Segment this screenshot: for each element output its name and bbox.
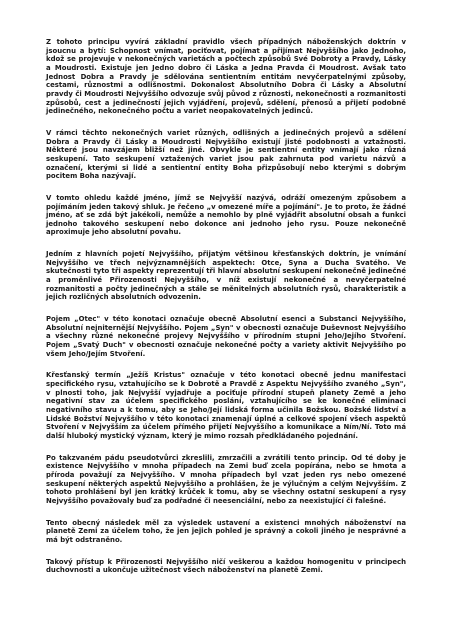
paragraph-9: Takový přístup k Přirozenosti Nejvyššího ničí veškerou a každou homogenitu v principech duchovnosti a ukončuje užitečnost všech náboženství na planetě Zemi. [46, 557, 406, 575]
paragraph-4: Jedním z hlavních pojetí Nejvyššího, přijatým většinou křesťanských doktrín, je vnímání Nejvyššího ve třech nejvýznamnějších aspektech: Otce, Syna a Ducha Svatého. Ve skutečnosti tyto tři aspekty reprezentují tři hlavní absolutní seskupení nekonečně jedinečné a proměnlivé Přirozenosti Nejvyššího, v níž existují nekonečné a nevyčerpatelné rozmanitosti a počty jedinečných a stále se měnitelných absolutních rysů, charakteristik a jejich rozličných absolutních odvozenin. [46, 250, 406, 302]
paragraph-5: Pojem „Otec" v této konotaci označuje obecně Absolutní esenci a Substanci Nejvyššího, Absolutní nejniternější Nejvyššího. Pojem „Syn" v obecnosti označuje Duševnost Nejvyššího a všechny různé nekonečné projevy Nejvyššího v přírodním stupni Jeho/Jejího Stvoření. Pojem „Svatý Duch" v obecnosti označuje nekonečné počty a variety aktivit Nejvyššího po všem Jeho/Jejím Stvoření. [46, 315, 406, 358]
paragraph-7: Po takzvaném pádu pseudotvůrci zkreslili, zmrzačili a zvrátili tento princip. Od té doby je existence Nejvyššího v mnoha případech na Zemi buď zcela popírána, nebo se hmota a příroda považují za Nejvyššího. V mnoha případech byl vzat jeden rys nebo omezené seskupení některých aspektů Nejvyššího a prohlášen, že je výlučným a celým Nejvyšším. Z tohoto prohlášení byl jen krátký krůček k tomu, aby se všechny ostatní seskupení a rysy Nejvyššího považovaly buď za podřadné či neesenciální, nebo za neexistující či falešné. [46, 453, 406, 505]
paragraph-1: Z tohoto principu vyvírá základní pravidlo všech případných náboženských doktrín v jsoucnu a bytí: Schopnost vnímat, pociťovat, pojímat a přijímat Nejvyššího jako Jednoho, kdož se projevuje v nekonečných varietách a počtech způsobů Své Dobroty a Pravdy, Lásky a Moudrosti. Existuje jen Jedno dobro či Láska a Jedna Pravda či Moudrost. Avšak tato Jednost Dobra a Pravdy je sdělována sentientním entitám nevyčerpatelnými způsoby, cestami, různostmi a odlišnostmi. Dokonalost Absolutního Dobra či Lásky a Absolutní pravdy či Moudrosti Nejvyššího odvozuje svůj původ z různosti, nekonečnosti a rozmanitosti způsobů, cest a jedinečností jejich vyjádření, projevů, sdělení, přenosů a přijetí podobně jedinečného, nekonečného počtu a variet neopakovatelných jedinců. [46, 38, 406, 116]
paragraph-3: V tomto ohledu každé jméno, jímž se Nejvyšší nazývá, odráží omezeným způsobem a pojímáním jeden takový shluk. Je řečeno „v omezené míře a pojímání". Je to proto, že žádné jméno, ať se zdá být jakékoli, nemůže a nemohlo by plně vyjádřit absolutní obsah a funkci jednoho takového seskupení nebo dokonce ani jednoho jeho rysu. Pouze nekonečně aproximuje jeho absolutní povahu. [46, 193, 406, 237]
paragraph-2: V rámci těchto nekonečných variet různých, odlišných a jedinečných projevů a sdělení Dobra a Pravdy či Lásky a Moudrosti Nejvyššího existují jisté podobnosti a vztažnosti. Některé jsou navzájem bližší než jiné. Obvykle je sentientní entity vnímají jako různá seskupení. Tato seskupení vztažených variet jsou pak zahrnuta pod varietu názvů a označení, kterými si lidé a sentientní entity Boha přizpůsobují nebo kterými s dobrým pocitem Boha nazývají. [46, 128, 406, 181]
paragraph-8: Tento obecný následek měl za výsledek ustavení a existenci mnohých náboženství na planetě Zemi za účelem toho, že jen jejich pohled je správný a cokoli jiného je nesprávné a má být odstraněno. [46, 518, 406, 544]
paragraph-6: Křesťanský termín „Ježíš Kristus" označuje v této konotaci obecně jednu manifestaci specifického rysu, vztahujícího se k Dobrotě a Pravdě z Aspektu Nejvyššího zvaného „Syn", v plnosti toho, jak Nejvyšší vyjadřuje a pociťuje přírodní stupeň planety Země a jeho negativní stav za účelem specifického poslání, vztahujícího se ke konečné eliminaci negativního stavu a k tomu, aby se Jeho/Její lidská forma učinila Božskou. Božské lidství a Lidské Božství Nejvyššího v této konotaci znamenají úplné a celkové spojení všech aspektů Stvoření v Nejvyšším za účelem přímého přijetí Nejvyššího a komunikace a Ním/Ní. Toto má další hluboký mystický význam, který je mimo rozsah předkládaného pojednání. [46, 371, 406, 440]
